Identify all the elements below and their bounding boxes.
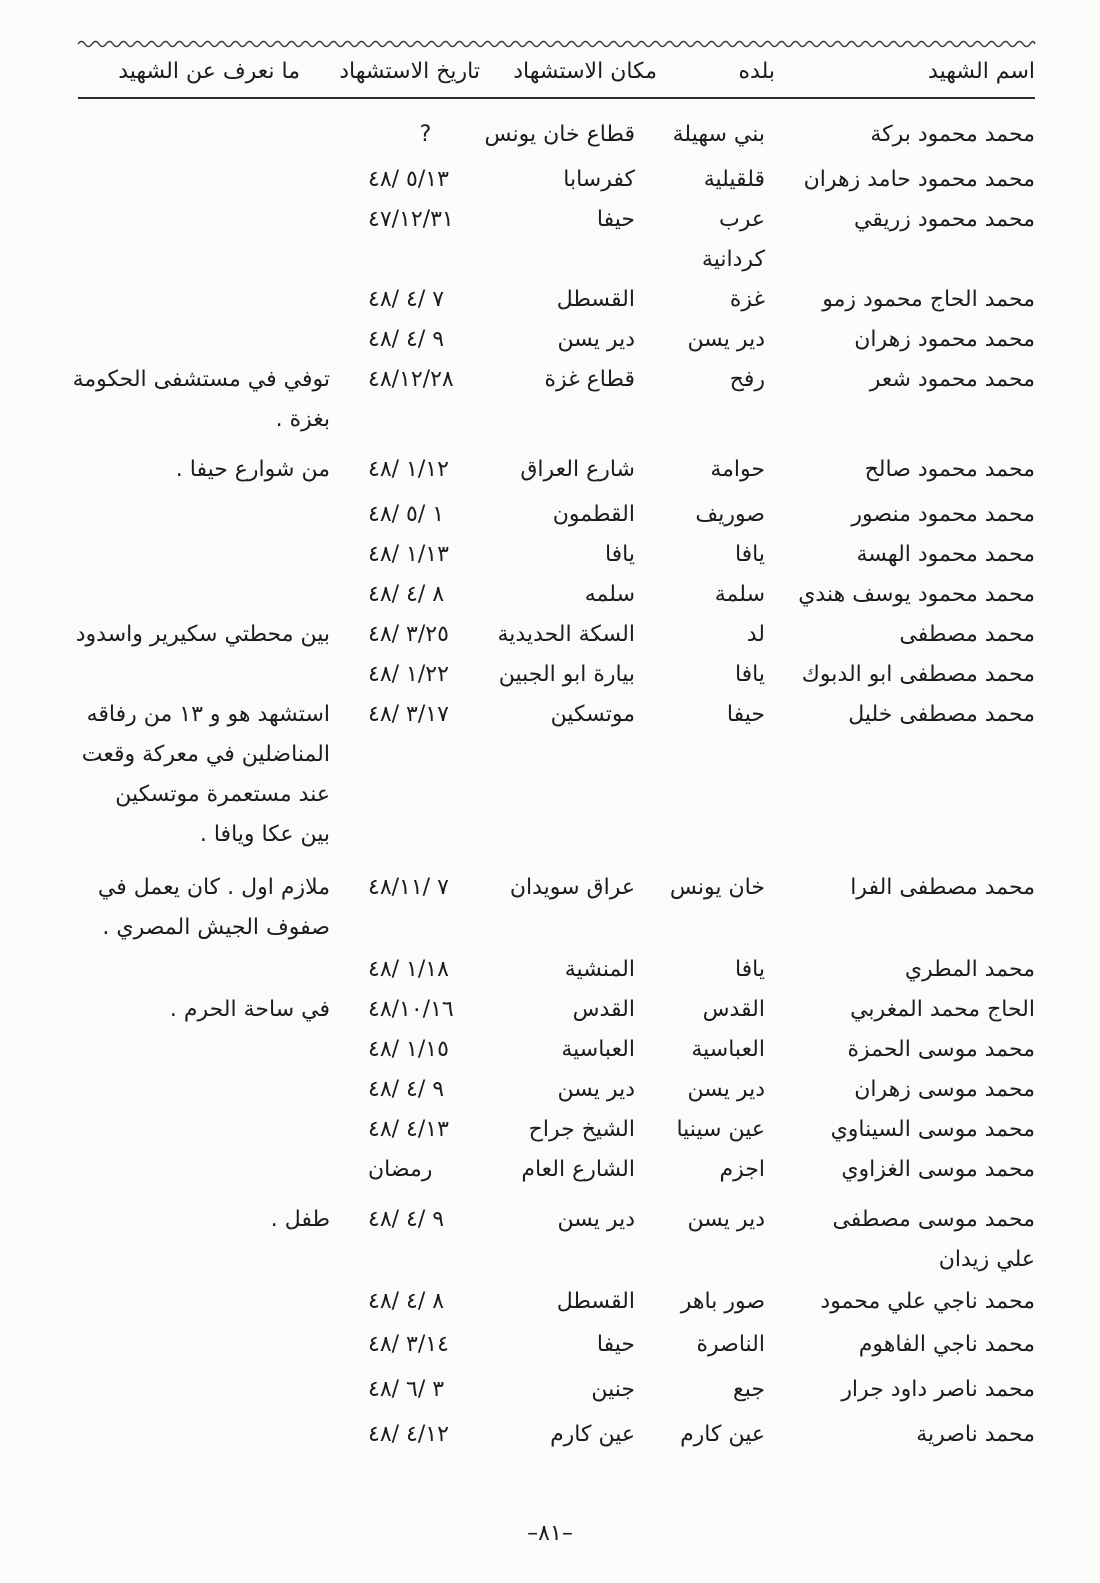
- martyr-name: [765, 535, 1035, 575]
- martyr-notes-line: صفوف الجيش المصري .: [102, 915, 330, 940]
- martyr-row: [0, 1030, 1100, 1070]
- martyr-place-line: الشارع العام: [521, 1157, 635, 1182]
- martyr-village-line: قلقيلية: [703, 167, 765, 192]
- martyr-place-line: كفرسابا: [563, 167, 635, 192]
- martyr-place: [470, 990, 635, 1030]
- martyr-village: [655, 1150, 765, 1190]
- martyr-date-line: ٤٨/ ٣/١٤: [368, 1332, 449, 1357]
- martyr-village: [655, 200, 765, 280]
- martyr-name-line: محمد مصطفى: [899, 622, 1035, 647]
- martyr-notes: [40, 990, 330, 1030]
- martyr-name-line: علي زيدان: [938, 1247, 1035, 1272]
- martyr-row: [0, 695, 1100, 847]
- martyr-village-line: سلمة: [714, 582, 765, 607]
- martyr-place-line: قطاع غزة: [544, 367, 635, 392]
- martyr-notes-line: ملازم اول . كان يعمل في: [97, 875, 330, 900]
- martyr-name: [765, 1415, 1035, 1455]
- martyr-place: [470, 115, 635, 155]
- martyr-date: [368, 575, 483, 615]
- martyr-village-line: يافا: [734, 662, 765, 687]
- martyr-notes: [40, 450, 330, 490]
- martyr-date-line: ٤٨/ ٤/ ٩: [368, 327, 445, 352]
- martyr-name-line: محمد المطري: [904, 957, 1035, 982]
- martyr-date: [368, 1282, 483, 1322]
- martyr-date-line: ٤٨/ ٣/٢٥: [368, 622, 449, 647]
- martyr-name: [765, 495, 1035, 535]
- martyr-row: [0, 1150, 1100, 1190]
- martyr-row: [0, 1070, 1100, 1110]
- martyr-name-line: محمد مصطفى الفرا: [850, 875, 1035, 900]
- martyr-row: [0, 1415, 1100, 1455]
- martyr-date-line: ٤٨/ ٤/ ٨: [368, 1289, 445, 1314]
- martyr-village-line: يافا: [734, 957, 765, 982]
- martyr-notes-line: بين محطتي سكيرير واسدود: [75, 622, 330, 647]
- martyr-notes: [40, 868, 330, 948]
- martyr-village: [655, 1415, 765, 1455]
- martyr-place: [470, 320, 635, 360]
- martyr-name-line: محمد محمود حامد زهران: [803, 167, 1035, 192]
- martyr-village: [655, 1282, 765, 1322]
- martyr-village: [655, 655, 765, 695]
- martyr-date-line: ٤٨/ ٤/ ٩: [368, 1077, 445, 1102]
- page-number: –٨١–: [527, 1521, 573, 1546]
- martyr-name-line: محمد ناجي علي محمود: [820, 1289, 1035, 1314]
- martyr-place: [470, 695, 635, 735]
- martyr-date: [368, 615, 483, 655]
- martyr-name: [765, 1325, 1035, 1365]
- martyr-place-line: القسطل: [556, 287, 635, 312]
- martyr-date-line: ٤٨/ ٦/ ٣: [368, 1377, 445, 1402]
- martyr-notes-line: توفي في مستشفى الحكومة: [72, 367, 330, 392]
- martyr-place: [470, 868, 635, 908]
- column-header-notes: ما نعرف عن الشهيد: [118, 59, 300, 84]
- martyr-date: [368, 495, 483, 535]
- martyr-date-line: ٤٨/١٠/١٦: [368, 997, 454, 1022]
- martyr-row: [0, 200, 1100, 272]
- martyr-date-line: ٤٨/ ٥/ ١: [368, 502, 445, 527]
- martyr-row: [0, 115, 1100, 155]
- martyr-name: [765, 575, 1035, 615]
- martyr-name: [765, 695, 1035, 735]
- martyr-village-line: اجزم: [719, 1157, 765, 1182]
- martyr-date-line: ٤٨/ ١/١٢: [368, 457, 449, 482]
- martyr-date: [368, 1030, 483, 1070]
- martyr-row: [0, 1282, 1100, 1322]
- martyr-date: [368, 450, 483, 490]
- martyr-village-line: بني سهيلة: [672, 122, 765, 147]
- martyr-village: [655, 1370, 765, 1410]
- martyr-name: [765, 990, 1035, 1030]
- martyr-name-line: محمد محمود يوسف هندي: [798, 582, 1035, 607]
- martyr-village-line: حوامة: [710, 457, 765, 482]
- martyr-village-line: دير يسن: [687, 1077, 765, 1102]
- martyr-village: [655, 868, 765, 908]
- martyr-village: [655, 160, 765, 200]
- martyr-date: [368, 1110, 483, 1150]
- martyr-notes-line: في ساحة الحرم .: [169, 997, 330, 1022]
- martyr-name: [765, 160, 1035, 200]
- martyr-place-line: دير يسن: [557, 1207, 635, 1232]
- martyr-date: [368, 115, 483, 155]
- martyr-row: [0, 1325, 1100, 1365]
- martyr-date-line: ٤٨/١٢/٢٨: [368, 367, 454, 392]
- martyr-village: [655, 320, 765, 360]
- martyr-notes-line: استشهد هو و ١٣ من رفاقه: [86, 702, 330, 727]
- martyr-place-line: العباسية: [561, 1037, 635, 1062]
- martyr-notes: [40, 360, 330, 440]
- martyr-name: [765, 615, 1035, 655]
- martyr-name-line: محمد محمود بركة: [870, 122, 1035, 147]
- martyr-village-line: عين كارم: [680, 1422, 765, 1447]
- martyr-name-line: محمد موسى الغزاوي: [841, 1157, 1035, 1182]
- martyr-date: [368, 655, 483, 695]
- martyr-name-line: محمد موسى الحمزة: [847, 1037, 1035, 1062]
- martyr-village-line: صور باهر: [680, 1289, 765, 1314]
- column-header-place: مكان الاستشهاد: [513, 59, 657, 84]
- martyr-village-line: عرب: [719, 207, 765, 232]
- martyr-date: [368, 868, 483, 908]
- martyr-name: [765, 320, 1035, 360]
- martyr-village-line: صوريف: [695, 502, 765, 527]
- martyr-row: [0, 1110, 1100, 1150]
- martyr-name-line: محمد محمود شعر: [869, 367, 1035, 392]
- martyr-row: [0, 160, 1100, 200]
- martyr-name-line: محمد محمود صالح: [864, 457, 1035, 482]
- martyr-place-line: دير يسن: [557, 1077, 635, 1102]
- martyr-village: [655, 535, 765, 575]
- martyr-village: [655, 950, 765, 990]
- martyr-date: [368, 1200, 483, 1240]
- martyr-village-line: لد: [746, 622, 765, 647]
- martyr-name-line: محمد ناجي الفاهوم: [858, 1332, 1035, 1357]
- martyr-name: [765, 1110, 1035, 1150]
- martyr-row: [0, 990, 1100, 1030]
- martyr-date: [368, 990, 483, 1030]
- martyr-date-line: ٤٨/ ١/١٨: [368, 957, 449, 982]
- martyr-place: [470, 615, 635, 655]
- martyr-place-line: القطمون: [552, 502, 635, 527]
- martyr-village: [655, 280, 765, 320]
- martyr-date: [368, 1150, 483, 1190]
- martyr-name: [765, 360, 1035, 400]
- martyr-place: [470, 950, 635, 990]
- martyr-date: [368, 950, 483, 990]
- martyr-place: [470, 1150, 635, 1190]
- martyr-place-line: السكة الحديدية: [497, 622, 635, 647]
- martyr-village-line: خان يونس: [669, 875, 765, 900]
- martyr-name-line: محمد مصطفى خليل: [848, 702, 1035, 727]
- martyr-name-line: محمد ناصرية: [916, 1422, 1035, 1447]
- martyr-place-line: سلمه: [584, 582, 635, 607]
- martyr-place-line: بيارة ابو الجبين: [498, 662, 635, 687]
- martyr-name: [765, 1200, 1035, 1280]
- martyr-date-line: ٤٨/ ٤/ ٧: [368, 287, 445, 312]
- martyr-date-line: ٤٨/ ١/١٣: [368, 542, 449, 567]
- martyr-place: [470, 200, 635, 240]
- martyr-name: [765, 280, 1035, 320]
- martyr-place-line: قطاع خان يونس: [484, 122, 635, 147]
- martyr-notes-line: المناضلين في معركة وقعت: [81, 742, 330, 767]
- martyr-place-line: عين كارم: [550, 1422, 635, 1447]
- martyr-date: [368, 1370, 483, 1410]
- martyr-name: [765, 1150, 1035, 1190]
- martyr-place: [470, 450, 635, 490]
- martyr-date: [368, 360, 483, 400]
- martyr-row: [0, 320, 1100, 360]
- martyr-notes: [40, 1200, 330, 1240]
- martyr-place: [470, 1325, 635, 1365]
- martyr-place: [470, 1110, 635, 1150]
- martyr-date-line: ٤٨/ ٤/ ٨: [368, 582, 445, 607]
- martyr-place: [470, 1282, 635, 1322]
- martyr-place: [470, 1200, 635, 1240]
- martyr-village: [655, 1030, 765, 1070]
- martyr-name-line: محمد موسى زهران: [854, 1077, 1035, 1102]
- martyr-row: [0, 360, 1100, 432]
- martyr-date-line: رمضان: [368, 1157, 433, 1182]
- martyr-name-line: محمد محمود زريقي: [854, 207, 1035, 232]
- martyr-village-line: دير يسن: [687, 1207, 765, 1232]
- martyr-village: [655, 1110, 765, 1150]
- martyr-village-line: الناصرة: [696, 1332, 765, 1357]
- martyr-place-line: موتسكين: [550, 702, 635, 727]
- martyr-row: [0, 615, 1100, 655]
- martyr-place-line: القسطل: [556, 1289, 635, 1314]
- martyr-name-line: محمد الحاج محمود زمو: [822, 287, 1035, 312]
- martyr-village: [655, 990, 765, 1030]
- martyr-date: [368, 1415, 483, 1455]
- martyr-name: [765, 868, 1035, 908]
- martyr-date-line: ٤٨/١١/ ٧: [368, 875, 449, 900]
- martyr-date-line: ٤٨/ ٤/١٣: [368, 1117, 449, 1142]
- martyr-row: [0, 280, 1100, 320]
- martyr-date-line: ?: [419, 122, 432, 147]
- martyr-date-line: ٤٨/ ٤/ ٩: [368, 1207, 445, 1232]
- martyr-notes: [40, 615, 330, 655]
- martyr-village-line: جبع: [733, 1377, 765, 1402]
- column-header-name: اسم الشهيد: [928, 59, 1035, 84]
- martyr-place: [470, 1370, 635, 1410]
- martyr-name-line: محمد موسى السيناوي: [830, 1117, 1035, 1142]
- martyr-date-line: ٤٨/ ٥/١٣: [368, 167, 449, 192]
- martyr-place-line: دير يسن: [557, 327, 635, 352]
- martyr-village-line: العباسية: [691, 1037, 765, 1062]
- martyr-notes-line: طفل .: [270, 1207, 330, 1232]
- martyr-place: [470, 280, 635, 320]
- martyr-village: [655, 360, 765, 400]
- martyr-name: [765, 1070, 1035, 1110]
- martyr-place: [470, 655, 635, 695]
- martyr-place: [470, 1030, 635, 1070]
- martyr-row: [0, 950, 1100, 990]
- martyr-place-line: شارع العراق: [520, 457, 635, 482]
- column-header-date: تاريخ الاستشهاد: [339, 59, 480, 84]
- column-header-village: بلده: [738, 59, 775, 84]
- martyr-date-line: ٤٨/ ١/٢٢: [368, 662, 449, 687]
- martyr-village-line: كردانية: [701, 247, 765, 272]
- martyr-date-line: ٤٧/١٢/٣١: [368, 207, 454, 232]
- martyr-row: [0, 535, 1100, 575]
- martyr-place-line: المنشية: [564, 957, 635, 982]
- martyr-date: [368, 1325, 483, 1365]
- martyr-name-line: الحاج محمد المغربي: [850, 997, 1035, 1022]
- martyr-name: [765, 655, 1035, 695]
- martyr-village: [655, 575, 765, 615]
- martyr-notes-line: بغزة .: [275, 407, 330, 432]
- martyr-place-line: حيفا: [596, 1332, 635, 1357]
- martyr-village: [655, 1070, 765, 1110]
- martyr-place-line: يافا: [604, 542, 635, 567]
- martyr-name: [765, 950, 1035, 990]
- martyr-name-line: محمد موسى مصطفى: [832, 1207, 1035, 1232]
- martyr-row: [0, 450, 1100, 490]
- martyr-date-line: ٤٨/ ٤/١٢: [368, 1422, 449, 1447]
- martyr-name-line: محمد مصطفى ابو الدبوك: [801, 662, 1035, 687]
- martyr-notes-line: عند مستعمرة موتسكين: [115, 782, 330, 807]
- martyr-name: [765, 1030, 1035, 1070]
- martyr-place-line: عراق سويدان: [509, 875, 635, 900]
- martyr-name-line: محمد محمود زهران: [854, 327, 1035, 352]
- martyr-row: [0, 1370, 1100, 1410]
- martyr-name-line: محمد محمود منصور: [851, 502, 1035, 527]
- martyr-name: [765, 115, 1035, 155]
- martyr-place: [470, 1415, 635, 1455]
- martyr-row: [0, 495, 1100, 535]
- martyr-notes: [40, 695, 330, 855]
- martyr-village: [655, 115, 765, 155]
- martyr-date: [368, 695, 483, 735]
- martyr-village-line: القدس: [702, 997, 765, 1022]
- martyr-village: [655, 450, 765, 490]
- martyr-name-line: محمد ناصر داود جرار: [841, 1377, 1035, 1402]
- martyr-name: [765, 1370, 1035, 1410]
- martyr-village: [655, 495, 765, 535]
- martyr-place-line: القدس: [572, 997, 635, 1022]
- martyr-place: [470, 575, 635, 615]
- martyr-village-line: غزة: [729, 287, 765, 312]
- martyr-date: [368, 1070, 483, 1110]
- martyr-village-line: دير يسن: [687, 327, 765, 352]
- martyr-place-line: حيفا: [596, 207, 635, 232]
- martyr-date: [368, 160, 483, 200]
- martyr-village-line: عين سينيا: [676, 1117, 765, 1142]
- martyr-name: [765, 200, 1035, 240]
- martyr-date: [368, 320, 483, 360]
- martyr-date: [368, 535, 483, 575]
- martyr-village: [655, 615, 765, 655]
- martyr-village-line: حيفا: [726, 702, 765, 727]
- martyr-date: [368, 200, 483, 240]
- martyr-row: [0, 655, 1100, 695]
- martyr-village: [655, 1325, 765, 1365]
- martyr-notes-line: من شوارع حيفا .: [175, 457, 330, 482]
- martyr-row: [0, 1200, 1100, 1272]
- martyr-name: [765, 450, 1035, 490]
- martyr-place: [470, 360, 635, 400]
- martyr-village-line: رفح: [729, 367, 765, 392]
- martyr-place: [470, 535, 635, 575]
- martyr-date: [368, 280, 483, 320]
- martyr-date-line: ٤٨/ ١/١٥: [368, 1037, 449, 1062]
- martyr-row: [0, 868, 1100, 940]
- martyr-notes-line: بين عكا ويافا .: [199, 822, 330, 847]
- martyr-name-line: محمد محمود الهسة: [856, 542, 1035, 567]
- martyr-place: [470, 1070, 635, 1110]
- martyr-place: [470, 160, 635, 200]
- martyr-name: [765, 1282, 1035, 1322]
- martyr-place-line: جنين: [591, 1377, 635, 1402]
- martyr-village-line: يافا: [734, 542, 765, 567]
- martyr-village: [655, 1200, 765, 1240]
- martyr-village: [655, 695, 765, 735]
- martyr-place: [470, 495, 635, 535]
- martyr-date-line: ٤٨/ ٣/١٧: [368, 702, 449, 727]
- martyr-row: [0, 575, 1100, 615]
- martyr-place-line: الشيخ جراح: [528, 1117, 635, 1142]
